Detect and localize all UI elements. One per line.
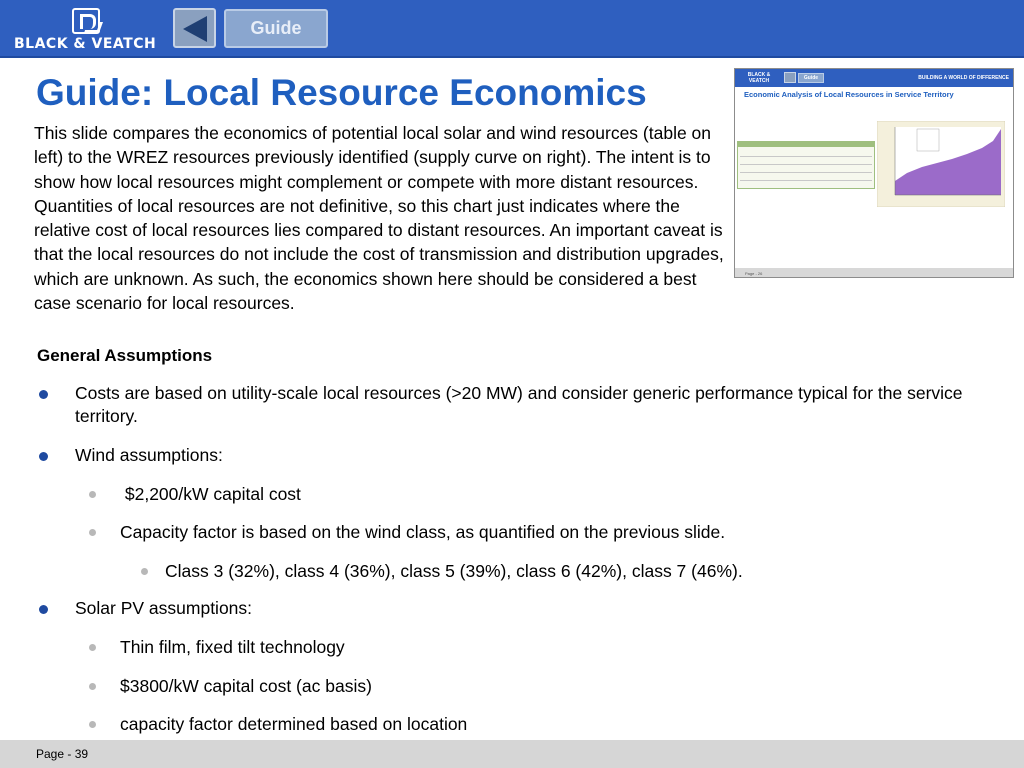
thumbnail-table-row xyxy=(740,156,872,157)
list-item: $3800/kW capital cost (ac basis) xyxy=(120,676,372,696)
thumbnail-table xyxy=(737,141,875,189)
thumbnail-table-row xyxy=(740,164,872,165)
list-item: $2,200/kW capital cost xyxy=(120,484,301,504)
grey-dot-icon xyxy=(141,568,148,575)
thumbnail-header xyxy=(735,69,1013,87)
intro-paragraph: This slide compares the economics of potential local solar and wind resources (table on left) to the WREZ resources previously identified (supply curve on right). The intent is to show how local resources might complement or compete with more distant resources. Quantities of local resources are not definitive, so this chart just indicates where the relative cost of local resources lies compared to distant resources. An important caveat is that the local resources do not include the cost of transmission and distribution upgrades, which are unknown. As such, the economics shown here should be considered a best case scenario for local resources. xyxy=(34,123,724,314)
black-veatch-logo-icon xyxy=(72,8,100,34)
grey-dot-icon xyxy=(89,491,96,498)
list-item: Solar PV assumptions: xyxy=(75,598,253,618)
grey-dot-icon xyxy=(89,683,96,690)
thumbnail-page-number: Page - 26 xyxy=(745,271,763,276)
header-bar xyxy=(0,0,1024,58)
list-item: Class 3 (32%), class 4 (36%), class 5 (39%), class 6 (42%), class 7 (46%). xyxy=(165,561,743,581)
list-item: Thin film, fixed tilt technology xyxy=(120,637,345,657)
thumbnail-table-row xyxy=(740,180,872,181)
thumbnail-back-icon xyxy=(784,72,796,83)
slide-thumbnail[interactable] xyxy=(734,68,1014,278)
page-title: Guide: Local Resource Economics xyxy=(36,72,647,113)
guide-button[interactable]: Guide xyxy=(224,9,328,48)
list-item: Wind assumptions: xyxy=(75,445,223,465)
list-item: Capacity factor is based on the wind class, as quantified on the previous slide. xyxy=(120,522,726,542)
thumbnail-title: Economic Analysis of Local Resources in Service Territory xyxy=(744,90,954,99)
thumbnail-logo: BLACK & VEATCH xyxy=(747,72,771,84)
grey-dot-icon xyxy=(89,529,96,536)
thumbnail-guide-label: Guide xyxy=(798,73,824,83)
list-item: Costs are based on utility-scale local resources (>20 MW) and consider generic performance typical for the service territory. xyxy=(75,383,963,426)
thumbnail-table-row xyxy=(740,172,872,173)
page-number: Page - 39 xyxy=(36,747,89,761)
grey-dot-icon xyxy=(89,644,96,651)
blue-dot-icon xyxy=(39,605,48,614)
thumbnail-table-header xyxy=(738,142,874,147)
company-logo[interactable] xyxy=(14,6,164,54)
grey-dot-icon xyxy=(89,721,96,728)
thumbnail-supply-curve xyxy=(877,121,1005,207)
list-item: capacity factor determined based on location xyxy=(120,714,468,734)
triangle-left-icon xyxy=(180,14,210,44)
back-button[interactable] xyxy=(173,8,216,48)
blue-dot-icon xyxy=(39,390,48,399)
footer-bar xyxy=(0,740,1024,768)
blue-dot-icon xyxy=(39,452,48,461)
thumbnail-footer xyxy=(735,268,1013,277)
logo-text: BLACK & VEATCH xyxy=(14,36,157,52)
thumbnail-slogan: BUILDING A WORLD OF DIFFERENCE xyxy=(918,75,1009,81)
assumptions-heading: General Assumptions xyxy=(37,346,213,365)
